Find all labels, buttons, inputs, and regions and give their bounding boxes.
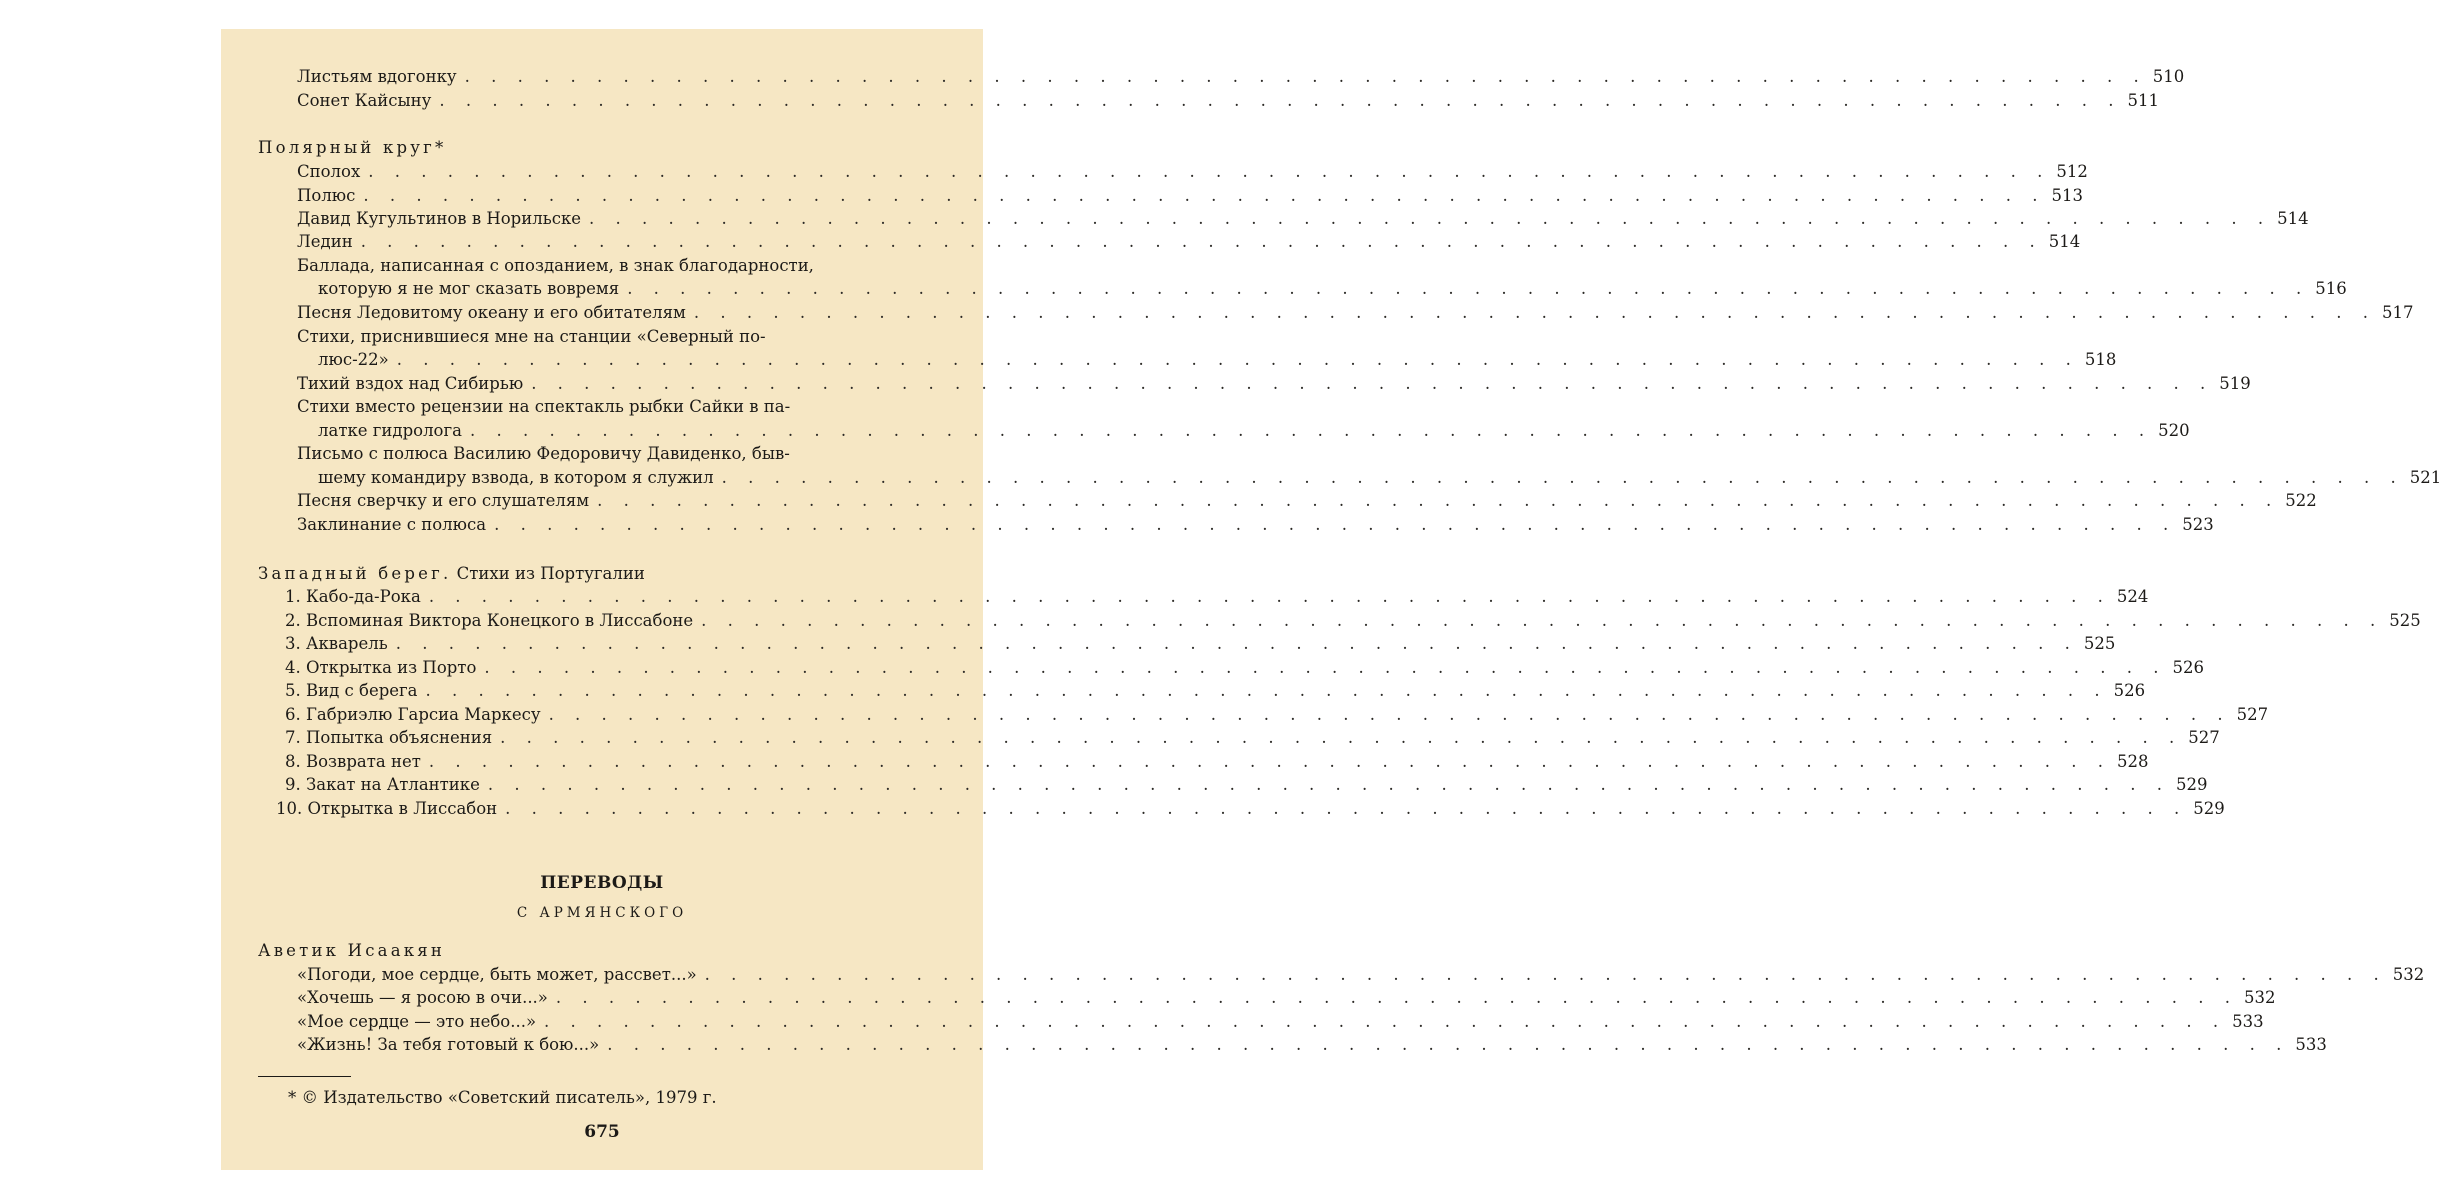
toc-entry (285, 610, 2421, 632)
leader-dots: . . . . . . . . . . . . . . . . . . . . . . . . . . . . . . . . . . . . . . . . . . . . . . . . . . . . . . . . . . . . . . . . (627, 279, 2310, 298)
toc-entry-page: 520 (2158, 421, 2190, 440)
entry-title: Попытка объяснения (306, 728, 493, 747)
toc-entry-page: 511 (2127, 91, 2159, 110)
leader-dots: . . . . . . . . . . . . . . . . . . . . . . . . . . . . . . . . . . . . . . . . . . . . . . . . . . . . . . . . . . . . . . . . (500, 728, 2183, 747)
toc-entry-page: 522 (2285, 491, 2317, 510)
toc-entry (297, 66, 2185, 88)
leader-dots: . . . . . . . . . . . . . . . . . . . . . . . . . . . . . . . . . . . . . . . . . . . . . . . . . . . . . . . . . . . . . . . . (425, 681, 2108, 700)
leader-dots: . . . . . . . . . . . . . . . . . . . . . . . . . . . . . . . . . . . . . . . . . . . . . . . . . . . . . . . . . . . . . . . . (589, 209, 2272, 228)
toc-entry-first-line: Баллада, написанная с опозданием, в знак благодарности, (297, 256, 814, 275)
toc-entry-title: Ледин (297, 232, 353, 251)
toc-entry-page: 533 (2232, 1012, 2264, 1031)
toc-entry (297, 231, 2081, 253)
footnote-mark: * (434, 138, 447, 157)
section-title: ПЕРЕВОДЫ (540, 873, 664, 893)
toc-entry (297, 964, 2425, 986)
leader-dots: . . . . . . . . . . . . . . . . . . . . . . . . . . . . . . . . . . . . . . . . . . . . . . . . . . . . . . . . . . . . . . . . (469, 421, 2153, 440)
leader-dots: . . . . . . . . . . . . . . . . . . . . . . . . . . . . . . . . . . . . . . . . . . . . . . . . . . . . . . . . . . . . . . . . (360, 232, 2043, 251)
leader-dots: . . . . . . . . . . . . . . . . . . . . . . . . . . . . . . . . . . . . . . . . . . . . . . . . . . . . . . . . . . . . . . . . (363, 186, 2046, 205)
toc-entry-page: 525 (2083, 634, 2116, 653)
leader-dots: . . . . . . . . . . . . . . . . . . . . . . . . . . . . . . . . . . . . . . . . . . . . . . . . . . . . . . . . . . . . . . . . (368, 162, 2051, 181)
toc-entry-title: «Погоди, мое сердце, быть может, рассвет...» (297, 965, 697, 984)
toc-entry-title: которую я не мог сказать вовремя (318, 279, 620, 298)
entry-title: Габриэлю Гарсиа Маркесу (306, 705, 541, 724)
leader-dots: . . . . . . . . . . . . . . . . . . . . . . . . . . . . . . . . . . . . . . . . . . . . . . . . . . . . . . . . . . . . . . . . (544, 1012, 2227, 1031)
toc-entry-page: 524 (2116, 587, 2149, 606)
leader-dots: . . . . . . . . . . . . . . . . . . . . . . . . . . . . . . . . . . . . . . . . . . . . . . . . . . . . . . . . . . . . . . . . (396, 350, 2079, 369)
toc-entry-page: 521 (2409, 468, 2441, 487)
toc-entry (297, 208, 2309, 230)
toc-entry-title: «Жизнь! За тебя готовый к бою...» (297, 1035, 600, 1054)
leader-dots: . . . . . . . . . . . . . . . . . . . . . . . . . . . . . . . . . . . . . . . . . . . . . . . . . . . . . . . . . . . . . . . . (484, 658, 2167, 677)
toc-entry (285, 633, 2116, 655)
toc-entry-title: «Хочешь — я росою в очи...» (297, 988, 548, 1007)
toc-entry-page: 527 (2236, 705, 2269, 724)
entry-number: 3. (285, 634, 301, 653)
book-page (221, 29, 2441, 1170)
toc-entry-page: 528 (2116, 752, 2149, 771)
leader-dots: . . . . . . . . . . . . . . . . . . . . . . . . . . . . . . . . . . . . . . . . . . . . . . . . . . . . . . . . . . . . . . . . (428, 752, 2111, 771)
toc-entry (285, 704, 2269, 726)
page-number: 675 (584, 1122, 620, 1142)
entry-title: Открытка из Порто (306, 658, 477, 677)
leader-dots: . . . . . . . . . . . . . . . . . . . . . . . . . . . . . . . . . . . . . . . . . . . . . . . . . . . . . . . . . . . . . . . . (721, 468, 2404, 487)
toc-entry-page: 512 (2056, 162, 2088, 181)
leader-dots: . . . . . . . . . . . . . . . . . . . . . . . . . . . . . . . . . . . . . . . . . . . . . . . . . . . . . . . . . . . . . . . . (428, 587, 2111, 606)
toc-entry (297, 1011, 2264, 1033)
toc-entry-title: шему командиру взвода, в котором я служил (318, 468, 714, 487)
toc-entry-title: Сполох (297, 162, 361, 181)
toc-entry-first-line: Стихи, приснившиеся мне на станции «Северный по- (297, 327, 766, 346)
toc-entry (285, 680, 2146, 702)
entry-number: 6. (285, 705, 301, 724)
toc-entry-page: 526 (2113, 681, 2146, 700)
toc-entry-page: 516 (2315, 279, 2347, 298)
toc-entry-title (285, 704, 541, 726)
toc-entry-page: 532 (2244, 988, 2276, 1007)
toc-entry-title: Сонет Кайсыну (297, 91, 432, 110)
toc-entry-page: 526 (2172, 658, 2204, 677)
entry-title: Возврата нет (306, 752, 421, 771)
toc-entry (297, 490, 2317, 512)
toc-entry-title: Песня сверчку и его слушателям (297, 491, 590, 510)
toc-entry-title (285, 610, 693, 632)
toc-entry (318, 278, 2347, 300)
toc-entry (297, 1034, 2327, 1056)
leader-dots: . . . . . . . . . . . . . . . . . . . . . . . . . . . . . . . . . . . . . . . . . . . . . . . . . . . . . . . . . . . . . . . . (464, 67, 2147, 86)
toc-entry-page: 519 (2219, 374, 2251, 393)
toc-entry (318, 349, 2117, 371)
leader-dots: . . . . . . . . . . . . . . . . . . . . . . . . . . . . . . . . . . . . . . . . . . . . . . . . . . . . . . . . . . . . . . . . (531, 374, 2214, 393)
entry-number: 8. (285, 752, 301, 771)
entry-number: 5. (285, 681, 301, 700)
toc-entry-page: 514 (2277, 209, 2309, 228)
toc-entry-page: 529 (2193, 799, 2225, 818)
toc-entry-page: 517 (2382, 303, 2414, 322)
toc-entry-page: 532 (2392, 965, 2425, 984)
toc-entry-title: Тихий вздох над Сибирью (297, 374, 524, 393)
leader-dots: . . . . . . . . . . . . . . . . . . . . . . . . . . . . . . . . . . . . . . . . . . . . . . . . . . . . . . . . . . . . . . . . (607, 1035, 2290, 1054)
toc-entry (285, 657, 2204, 679)
toc-entry-title (285, 774, 480, 796)
toc-entry-page: 518 (2084, 350, 2117, 369)
leader-dots: . . . . . . . . . . . . . . . . . . . . . . . . . . . . . . . . . . . . . . . . . . . . . . . . . . . . . . . . . . . . . . . . (704, 965, 2387, 984)
toc-entry (276, 798, 2225, 820)
toc-entry-page: 527 (2188, 728, 2220, 747)
entry-number: 4. (285, 658, 301, 677)
entry-number: 1. (285, 587, 301, 606)
toc-entry-title (285, 633, 388, 655)
toc-entry-page: 523 (2182, 515, 2214, 534)
toc-entry-page: 525 (2389, 611, 2421, 630)
toc-entry-title: Давид Кугультинов в Норильске (297, 209, 582, 228)
toc-entry-page: 529 (2175, 775, 2208, 794)
toc-entry (297, 373, 2251, 395)
toc-entry-page: 510 (2152, 67, 2185, 86)
leader-dots: . . . . . . . . . . . . . . . . . . . . . . . . . . . . . . . . . . . . . . . . . . . . . . . . . . . . . . . . . . . . . . . . (693, 303, 2376, 322)
toc-entry-title: Песня Ледовитому океану и его обитателям (297, 303, 686, 322)
toc-entry-title: «Мое сердце — это небо...» (297, 1012, 537, 1031)
toc-entry-title: Листьям вдогонку (297, 67, 457, 86)
toc-entry (285, 727, 2220, 749)
leader-dots: . . . . . . . . . . . . . . . . . . . . . . . . . . . . . . . . . . . . . . . . . . . . . . . . . . . . . . . . . . . . . . . . (548, 705, 2231, 724)
toc-entry-title (276, 798, 497, 820)
toc-entry (285, 774, 2208, 796)
toc-entry-page: 514 (2048, 232, 2081, 251)
toc-entry (297, 161, 2088, 183)
section-heading-polar (258, 137, 446, 159)
entry-title: Открытка в Лиссабон (307, 799, 498, 818)
footnote-rule (258, 1076, 351, 1077)
entry-title: Кабо-да-Рока (306, 587, 421, 606)
entry-number: 10. (276, 799, 303, 818)
toc-entry-first-line: Стихи вместо рецензии на спектакль рыбки Сайки в па- (297, 397, 791, 416)
entry-title: Закат на Атлантике (306, 775, 480, 794)
toc-entry (297, 90, 2159, 112)
toc-entry-title: латке гидролога (318, 421, 462, 440)
section-subtitle: С АРМЯНСКОГО (516, 905, 688, 921)
leader-dots: . . . . . . . . . . . . . . . . . . . . . . . . . . . . . . . . . . . . . . . . . . . . . . . . . . . . . . . . . . . . . . . . (701, 611, 2384, 630)
toc-entry-title: Заклинание с полюса (297, 515, 487, 534)
section-heading-west (258, 563, 645, 585)
toc-entry (318, 467, 2441, 489)
heading-text: Полярный круг (258, 138, 435, 157)
toc-entry (285, 751, 2149, 773)
toc-entry-title: люс-22» (318, 350, 389, 369)
toc-entry-title (285, 751, 421, 773)
toc-entry-title (285, 586, 421, 608)
toc-entry (285, 586, 2149, 608)
leader-dots: . . . . . . . . . . . . . . . . . . . . . . . . . . . . . . . . . . . . . . . . . . . . . . . . . . . . . . . . . . . . . . . . (487, 775, 2170, 794)
entry-title: Вид с берега (306, 681, 418, 700)
footnote: * © Издательство «Советский писатель», 1979 г. (288, 1088, 717, 1107)
toc-entry (297, 302, 2414, 324)
entry-title: Вспоминая Виктора Конецкого в Лиссабоне (306, 611, 694, 630)
entry-title: Акварель (306, 634, 388, 653)
leader-dots: . . . . . . . . . . . . . . . . . . . . . . . . . . . . . . . . . . . . . . . . . . . . . . . . . . . . . . . . . . . . . . . . (505, 799, 2188, 818)
toc-entry-title: Полюс (297, 186, 356, 205)
leader-dots: . . . . . . . . . . . . . . . . . . . . . . . . . . . . . . . . . . . . . . . . . . . . . . . . . . . . . . . . . . . . . . . . (597, 491, 2280, 510)
author-heading: Аветик Исаакян (258, 941, 446, 960)
toc-entry-page: 533 (2295, 1035, 2327, 1054)
toc-entry-page: 513 (2051, 186, 2084, 205)
leader-dots: . . . . . . . . . . . . . . . . . . . . . . . . . . . . . . . . . . . . . . . . . . . . . . . . . . . . . . . . . . . . . . . . (555, 988, 2239, 1007)
toc-entry (297, 987, 2276, 1009)
leader-dots: . . . . . . . . . . . . . . . . . . . . . . . . . . . . . . . . . . . . . . . . . . . . . . . . . . . . . . . . . . . . . . . . (395, 634, 2078, 653)
entry-number: 2. (285, 611, 301, 630)
entry-number: 9. (285, 775, 301, 794)
heading-text-spaced: Западный берег. (258, 564, 452, 583)
toc-entry (297, 185, 2084, 207)
toc-entry-title (285, 657, 476, 679)
toc-entry-title (285, 727, 492, 749)
leader-dots: . . . . . . . . . . . . . . . . . . . . . . . . . . . . . . . . . . . . . . . . . . . . . . . . . . . . . . . . . . . . . . . . (494, 515, 2177, 534)
toc-entry-title (285, 680, 418, 702)
entry-number: 7. (285, 728, 301, 747)
toc-entry (318, 420, 2190, 442)
leader-dots: . . . . . . . . . . . . . . . . . . . . . . . . . . . . . . . . . . . . . . . . . . . . . . . . . . . . . . . . . . . . . . . . (439, 91, 2122, 110)
toc-entry-first-line: Письмо с полюса Василию Федоровичу Давиденко, быв- (297, 444, 790, 463)
heading-text-rest: Стихи из Португалии (456, 564, 645, 583)
toc-entry (297, 514, 2214, 536)
